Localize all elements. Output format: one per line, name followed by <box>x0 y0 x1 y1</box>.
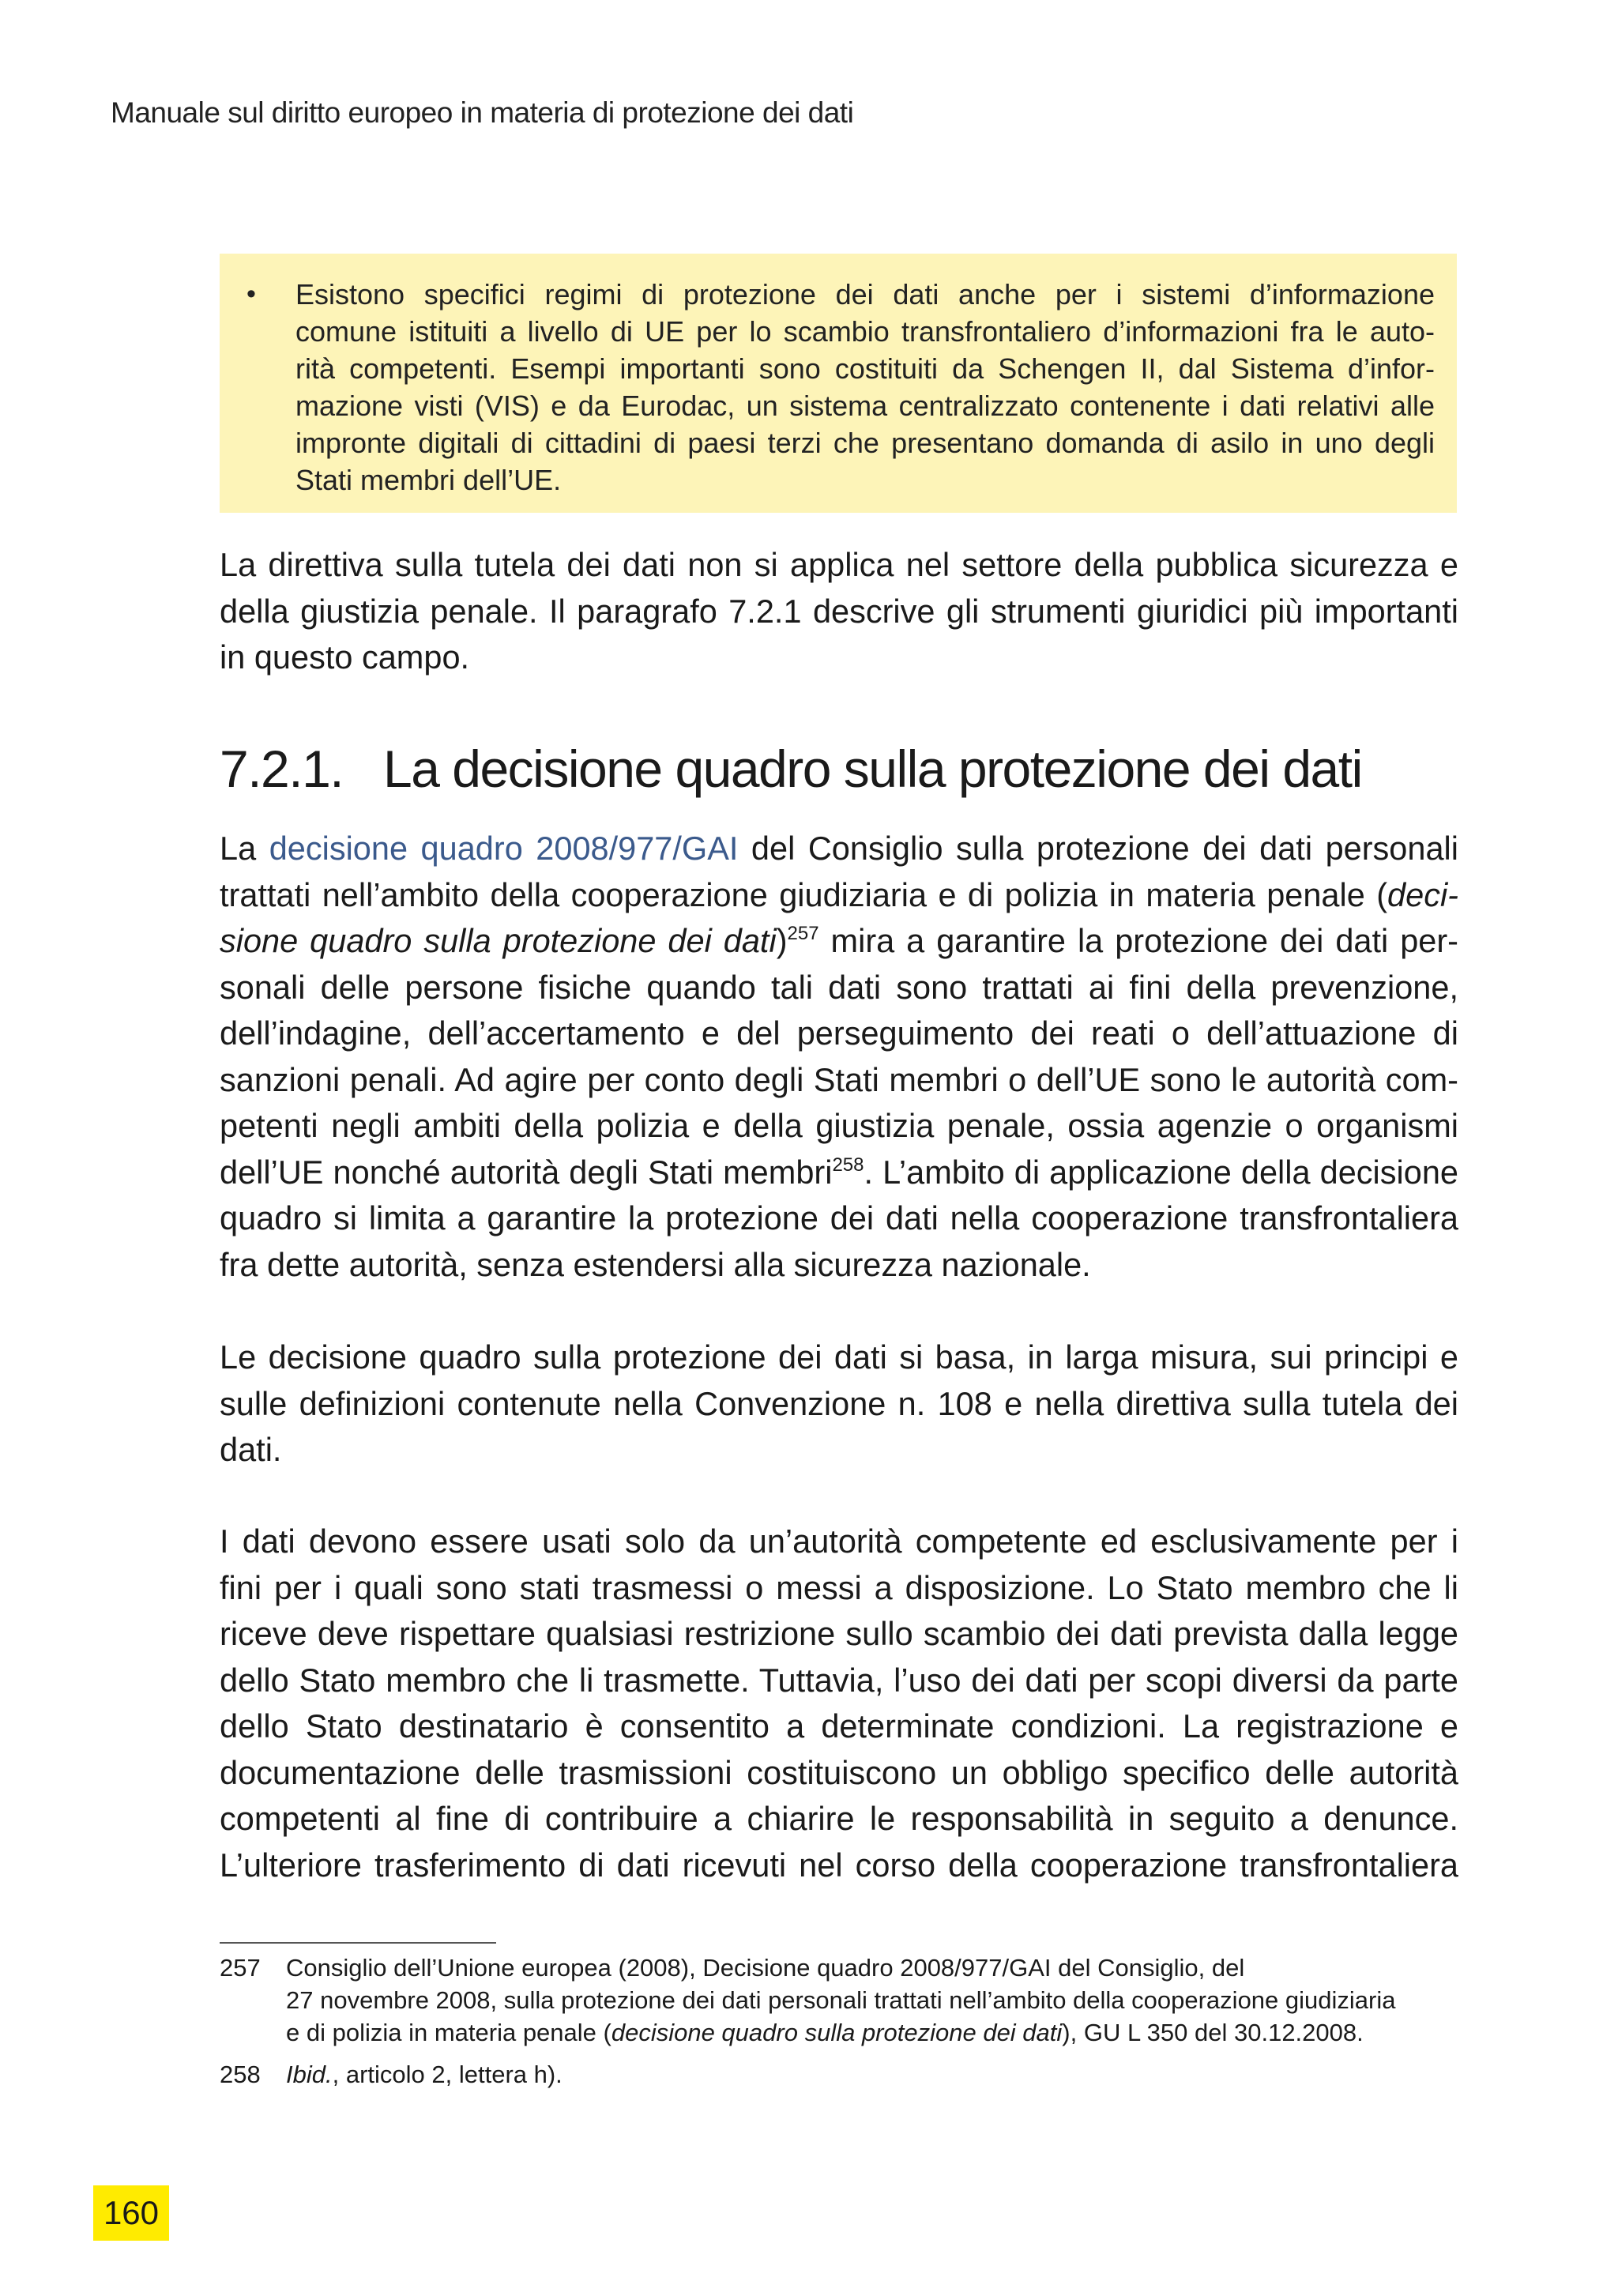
paragraph-data-use <box>220 1519 1458 1888</box>
footnote-divider <box>220 1942 496 1944</box>
paragraph-line: dati. <box>220 1431 282 1468</box>
section-number: 7.2.1. <box>220 740 344 798</box>
footnote-ref-257[interactable]: 257 <box>787 923 819 944</box>
paragraph-line: dell’indagine, dell’accertamento e del perseguimento dei reati o dell’attuazione di <box>220 1014 1458 1052</box>
text-span: ), GU L 350 del 30.12.2008. <box>1062 2019 1364 2046</box>
key-point-box <box>220 254 1457 513</box>
paragraph-line: documentazione delle trasmissioni costituiscono un obbligo specifico delle autorità <box>220 1753 1458 1791</box>
footnote-258 <box>220 2058 1458 2091</box>
text-span: . L’ambito di applicazione della decisione <box>864 1153 1458 1191</box>
running-header: Manuale sul diritto europeo in materia di protezione dei dati <box>111 96 854 129</box>
key-point-line: impronte digitali di cittadini di paesi terzi che presentano domanda di asilo in uno degli <box>295 427 1435 459</box>
paragraph-line <box>220 918 1458 965</box>
footnote-ref-258[interactable]: 258 <box>832 1154 864 1176</box>
paragraph-line <box>220 1150 1458 1196</box>
text-span: La <box>220 830 269 867</box>
framework-decision-link[interactable]: decisione quadro 2008/977/GAI <box>269 830 739 867</box>
paragraph-line: fini per i quali sono stati trasmessi o messi a disposizione. Lo Stato membro che li <box>220 1568 1458 1606</box>
paragraph-line: competenti al fine di contribuire a chiarire le responsabilità in seguito a denunce. <box>220 1800 1458 1837</box>
footnote-number: 257 <box>220 1954 261 1982</box>
paragraph-framework-decision <box>220 826 1458 1288</box>
key-point-line: comune istituiti a livello di UE per lo scambio transfrontaliero d’informazioni fra le auto- <box>295 315 1435 348</box>
paragraph-line: petenti negli ambiti della polizia e della giustizia penale, ossia agenzie o organismi <box>220 1107 1458 1144</box>
section-title: La decisione quadro sulla protezione dei dati <box>383 740 1362 798</box>
paragraph-line: dello Stato membro che li trasmette. Tuttavia, l’uso dei dati per scopi diversi da parte <box>220 1661 1458 1699</box>
paragraph-line: in questo campo. <box>220 638 470 676</box>
footnote-line: 27 novembre 2008, sulla protezione dei dati personali trattati nell’ambito della cooperazione giudiziaria <box>286 1986 1396 2014</box>
paragraph-principles <box>220 1334 1458 1474</box>
paragraph-line: La direttiva sulla tutela dei dati non si applica nel settore della pubblica sicurezza e <box>220 546 1458 583</box>
footnote-line <box>286 2016 1458 2049</box>
paragraph-line: della giustizia penale. Il paragrafo 7.2.1 descrive gli strumenti giuridici più importanti <box>220 592 1458 630</box>
paragraph-line: dello Stato destinatario è consentito a determinate condizioni. La registrazione e <box>220 1707 1458 1745</box>
italic-span: sione quadro sulla protezione dei dati <box>220 922 777 959</box>
paragraph-line: Le decisione quadro sulla protezione dei dati si basa, in larga misura, sui principi e <box>220 1338 1458 1376</box>
italic-span: Ibid. <box>286 2061 333 2088</box>
bullet-icon: • <box>246 279 256 309</box>
key-point-line: mazione visti (VIS) e da Eurodac, un sistema centralizzato contenente i dati relativi alle <box>295 390 1435 422</box>
paragraph-line: sanzioni penali. Ad agire per conto degli Stati membri o dell’UE sono le autorità com- <box>220 1060 1458 1098</box>
paragraph-line: L’ulteriore trasferimento di dati ricevuti nel corso della cooperazione transfrontaliera <box>220 1846 1458 1884</box>
footnote-257 <box>220 1952 1458 2049</box>
paragraph-line: riceve deve rispettare qualsiasi restrizione sullo scambio dei dati prevista dalla legge <box>220 1615 1458 1652</box>
text-span: , articolo 2, lettera h). <box>332 2061 563 2088</box>
footnote-line <box>286 2058 1458 2091</box>
section-heading <box>220 739 1362 799</box>
paragraph-line <box>220 872 1458 919</box>
text-span: mira a garantire la protezione dei dati per- <box>818 922 1459 959</box>
paragraph-line: I dati devono essere usati solo da un’autorità competente ed esclusivamente per i <box>220 1523 1458 1560</box>
paragraph-line: sulle definizioni contenute nella Convenzione n. 108 e nella direttiva sulla tutela dei <box>220 1384 1458 1422</box>
paragraph-line: quadro si limita a garantire la protezione dei dati nella cooperazione transfrontaliera <box>220 1199 1458 1236</box>
text-span: e di polizia in materia penale ( <box>286 2019 611 2046</box>
paragraph-line <box>220 826 1458 872</box>
text-span: ) <box>776 922 788 959</box>
italic-span: decisione quadro sulla protezione dei dati <box>611 2019 1063 2046</box>
paragraph-line: sonali delle persone fisiche quando tali dati sono trattati ai fini della prevenzione, <box>220 968 1458 1006</box>
italic-span: deci- <box>1387 875 1458 913</box>
key-point-line: Esistono specifici regimi di protezione dei dati anche per i sistemi d’informazione <box>295 278 1435 311</box>
page-number: 160 <box>93 2185 169 2241</box>
footnote-line: Consiglio dell’Unione europea (2008), Decisione quadro 2008/977/GAI del Consiglio, del <box>286 1954 1245 1982</box>
paragraph-line: fra dette autorità, senza estendersi alla sicurezza nazionale. <box>220 1245 1091 1283</box>
text-span: dell’UE nonché autorità degli Stati membri <box>220 1153 833 1191</box>
text-span: trattati nell’ambito della cooperazione giudiziaria e di polizia in materia penale ( <box>220 875 1388 913</box>
footnote-number: 258 <box>220 2061 261 2088</box>
key-point-line: Stati membri dell’UE. <box>295 464 562 496</box>
text-span: del Consiglio sulla protezione dei dati personali <box>738 830 1458 867</box>
intro-paragraph <box>220 542 1458 681</box>
key-point-line: rità competenti. Esempi importanti sono costituiti da Schengen II, dal Sistema d’infor- <box>295 352 1435 385</box>
footnotes <box>220 1952 1458 2100</box>
